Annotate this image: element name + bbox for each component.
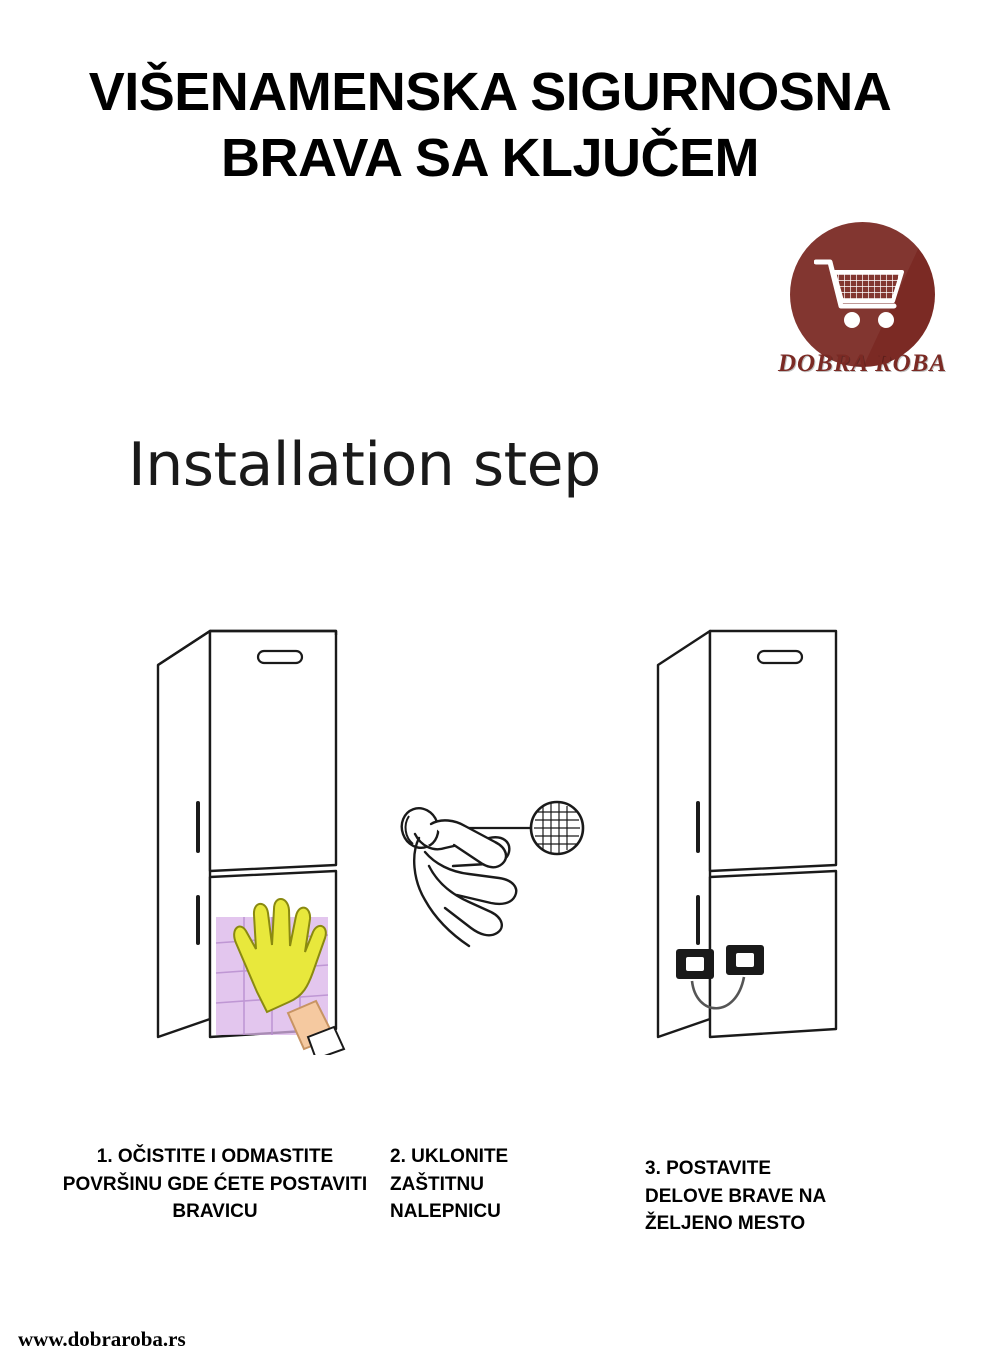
section-subtitle: Installation step: [128, 430, 601, 500]
page-title-line-1: VIŠENAMENSKA SIGURNOSNA: [88, 62, 892, 122]
step-3-caption: 3. POSTAVITE DELOVE BRAVE NA ŽELJENO MESTO: [645, 1158, 826, 1235]
brand-name: DOBRA ROBA: [777, 350, 948, 377]
logo-circle: [790, 222, 935, 367]
footer-website-url[interactable]: www.dobraroba.rs: [18, 1327, 186, 1351]
illustrations: [0, 600, 1000, 1070]
illustration-step-1: [140, 625, 370, 1060]
illustration-step-3: [640, 625, 840, 1060]
step-captions: [0, 1125, 1000, 1315]
page-title: [0, 60, 980, 192]
brand-logo: [755, 222, 970, 402]
page-title-line-2: BRAVA SA KLJUČEM: [220, 127, 759, 188]
step-1-caption: 1. OČISTITE I ODMASTITE POVRŠINU GDE ĆETE POSTAVITI BRAVICU: [62, 1146, 368, 1223]
shopping-cart-icon: [814, 256, 914, 341]
step-2-caption: 2. UKLONITE ZAŠTITNU NALEPNICU: [390, 1146, 509, 1223]
illustration-step-2: [385, 790, 610, 970]
